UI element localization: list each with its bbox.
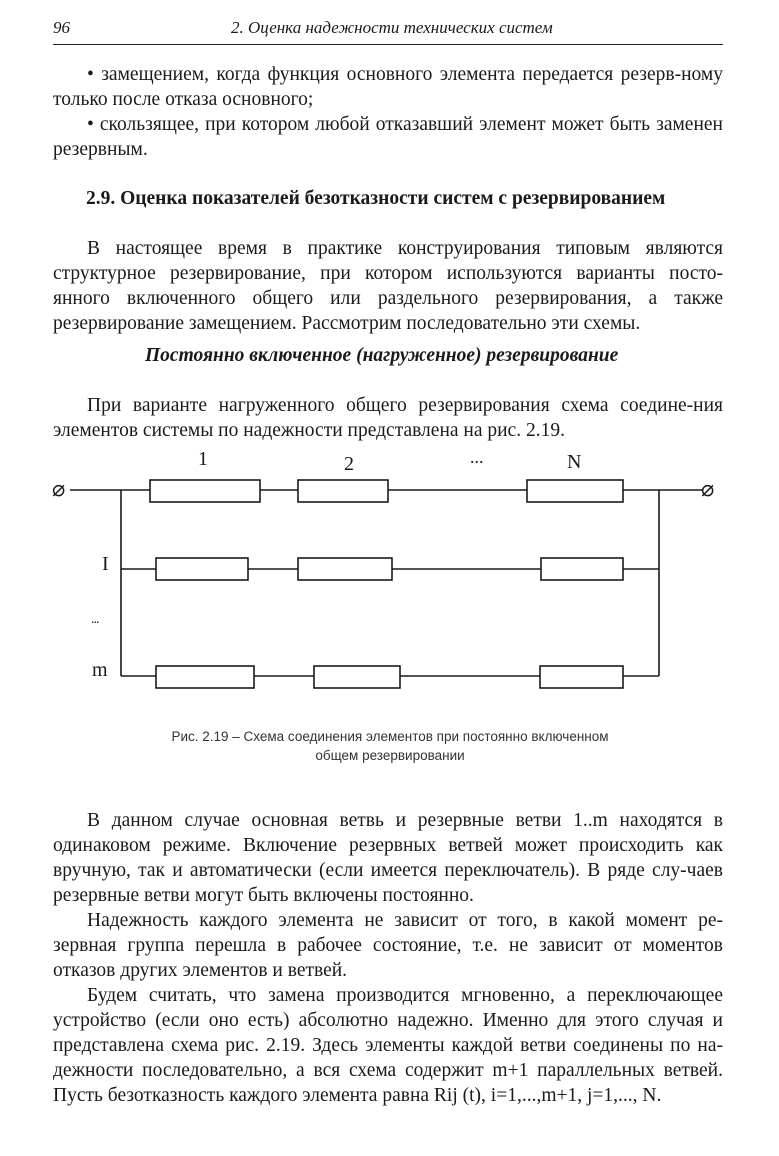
element-box-main-n — [527, 480, 623, 502]
element-box-branch1-2 — [298, 558, 392, 580]
figure-label-top-1: 1 — [198, 448, 208, 470]
lead-paragraph: При варианте нагруженного общего резервирования схема соедине-ния элементов системы по надежности представлена на рис. 2.19. — [53, 395, 723, 441]
element-box-branchm-1 — [156, 666, 254, 688]
element-box-main-2 — [298, 480, 388, 502]
element-box-branch1-n — [541, 558, 623, 580]
body-paragraph: Будем считать, что замена производится мгновенно, а переключающее устройство (если оно есть) абсолютно надежно. Именно для этого случая и представлена схема рис. 2.19. Здесь элементы каждой ветви соединены по на-дежности последовательно, а вся схема содержит m+1 параллельных ветвей. Пусть безотказность каждого элемента равна Rij (t), i=1,...,m+1, j=1,..., N. — [53, 985, 723, 1106]
element-box-branch1-1 — [156, 558, 248, 580]
figure-label-branch-ellipsis: ... — [91, 612, 99, 627]
section-title: 2.9. Оценка показателей безотказности систем с резервированием — [86, 188, 666, 209]
figure-label-branch-m: m — [92, 659, 108, 681]
chapter-title: 2. Оценка надежности технических систем — [231, 18, 553, 37]
element-box-branchm-2 — [314, 666, 400, 688]
body-paragraph: Надежность каждого элемента не зависит от того, в какой момент ре-зервная группа перешла в рабочее состояние, т.е. не зависит от моментов отказов других элементов и ветвей. — [53, 910, 723, 981]
terminal-left-icon: ⌀ — [52, 477, 66, 502]
body-paragraph: В данном случае основная ветвь и резервные ветви 1..m находятся в одинаковом режиме. Включение резервных ветвей может происходить как вручную, так и автоматически (если имеется переключатель). В ряде слу-чаев резервные ветви могут быть включены постоянно. — [53, 810, 723, 906]
terminal-right-icon: ⌀ — [701, 477, 715, 502]
subsection-title: Постоянно включенное (нагруженное) резервирование — [145, 345, 619, 366]
element-box-main-1 — [150, 480, 260, 502]
page-number: 96 — [53, 18, 70, 37]
bullet-item: • скользящее, при котором любой отказавший элемент может быть заменен резервным. — [53, 114, 723, 160]
figure-label-top-n: N — [567, 451, 582, 473]
figure-label-top-ellipsis: ... — [470, 447, 484, 467]
element-box-branchm-n — [540, 666, 623, 688]
figure-caption: Рис. 2.19 – Схема соединения элементов при постоянно включенном общем резервировании — [171, 729, 609, 763]
figure-label-branch-1: I — [102, 553, 109, 575]
figure-label-top-2: 2 — [344, 453, 354, 475]
section-paragraph: В настоящее время в практике конструирования типовым являются структурное резервирование, при котором используются варианты посто-янного включенного общего или раздельного резервирования, а также резервирование замещением. Рассмотрим последовательно эти схемы. — [53, 238, 723, 334]
bullet-item: • замещением, когда функция основного элемента передается резерв-ному только после отказа основного; — [53, 64, 723, 110]
